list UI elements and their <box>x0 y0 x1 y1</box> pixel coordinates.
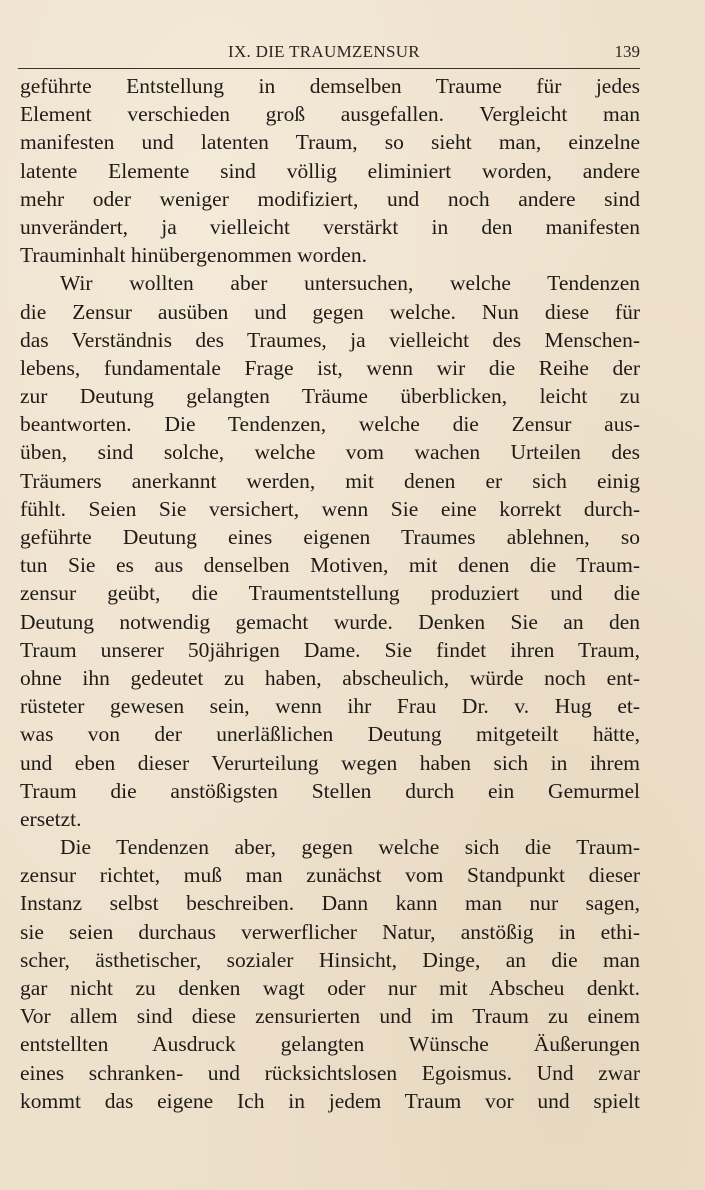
text-line: Wir wollten aber untersuchen, welche Tendenzen <box>60 271 640 296</box>
text-line: entstellten Ausdruck gelangten Wünsche Äußerungen <box>20 1032 640 1057</box>
text-line: das Verständnis des Traumes, ja vielleicht des Menschen- <box>20 327 640 352</box>
text-line: zur Deutung gelangten Träume überblicken, leicht zu <box>20 384 640 409</box>
text-line: gar nicht zu denken wagt oder nur mit Abscheu denkt. <box>20 976 640 1000</box>
text-line: rüsteter gewesen sein, wenn ihr Frau Dr. v. Hug et- <box>20 694 640 719</box>
text-line: tun Sie es aus denselben Motiven, mit denen die Traum- <box>20 553 640 578</box>
text-line: geführte Deutung eines eigenen Traumes ablehnen, so <box>20 525 640 549</box>
text-line: Träumers anerkannt werden, mit denen er sich einig <box>20 468 640 493</box>
paragraph-3 <box>20 833 640 1115</box>
text-line: zensur richtet, muß man zunächst vom Standpunkt dieser <box>20 863 640 888</box>
text-line: lebens, fundamentale Frage ist, wenn wir die Reihe der <box>20 355 640 380</box>
header-rule <box>18 68 640 69</box>
text-line: eines schranken- und rücksichtslosen Egoismus. Und zwar <box>20 1060 640 1085</box>
text-line: zensur geübt, die Traumentstellung produziert und die <box>20 581 640 606</box>
text-line: beantworten. Die Tendenzen, welche die Zensur aus- <box>20 412 640 437</box>
running-title: IX. DIE TRAUMZENSUR <box>228 42 420 61</box>
text-line: scher, ästhetischer, sozialer Hinsicht, Dinge, an die man <box>20 947 640 972</box>
text-line: fühlt. Seien Sie versichert, wenn Sie eine korrekt durch- <box>20 496 640 521</box>
text-line: und eben dieser Verurteilung wegen haben sich in ihrem <box>20 750 640 775</box>
text-line: unverändert, ja vielleicht verstärkt in den manifesten <box>20 214 640 239</box>
body-text <box>20 72 640 1115</box>
text-line: geführte Entstellung in demselben Traume für jedes <box>20 74 640 98</box>
page-number: 139 <box>614 42 640 61</box>
text-line: manifesten und latenten Traum, so sieht man, einzelne <box>20 130 640 155</box>
text-line: kommt das eigene Ich in jedem Traum vor und spielt <box>20 1088 640 1113</box>
text-line: Deutung notwendig gemacht wurde. Denken Sie an den <box>20 609 640 634</box>
text-line: ohne ihn gedeutet zu haben, abscheulich, würde noch ent- <box>20 665 640 690</box>
paragraph-2 <box>20 269 640 833</box>
text-line: was von der unerläßlichen Deutung mitgeteilt hätte, <box>20 722 640 747</box>
text-line: sie seien durchaus verwerflicher Natur, anstößig in ethi- <box>20 919 640 944</box>
text-line: üben, sind solche, welche vom wachen Urteilen des <box>20 440 640 465</box>
text-line: Instanz selbst beschreiben. Dann kann man nur sagen, <box>20 891 640 916</box>
text-line: Traum die anstößigsten Stellen durch ein Gemurmel <box>20 778 640 803</box>
text-line: Die Tendenzen aber, gegen welche sich die Traum- <box>60 835 640 860</box>
text-line: ersetzt. <box>20 806 82 831</box>
text-line: Traum unserer 50jährigen Dame. Sie findet ihren Traum, <box>20 637 640 662</box>
text-line: latente Elemente sind völlig eliminiert worden, andere <box>20 158 640 183</box>
text-line: Element verschieden groß ausgefallen. Vergleicht man <box>20 102 640 127</box>
text-line: die Zensur ausüben und gegen welche. Nun diese für <box>20 299 640 324</box>
text-line: Trauminhalt hinübergenommen worden. <box>20 243 367 268</box>
text-line: mehr oder weniger modifiziert, und noch andere sind <box>20 186 640 211</box>
paragraph-1 <box>20 72 640 269</box>
page-header <box>18 42 640 68</box>
text-line: Vor allem sind diese zensurierten und im Traum zu einem <box>20 1004 640 1029</box>
